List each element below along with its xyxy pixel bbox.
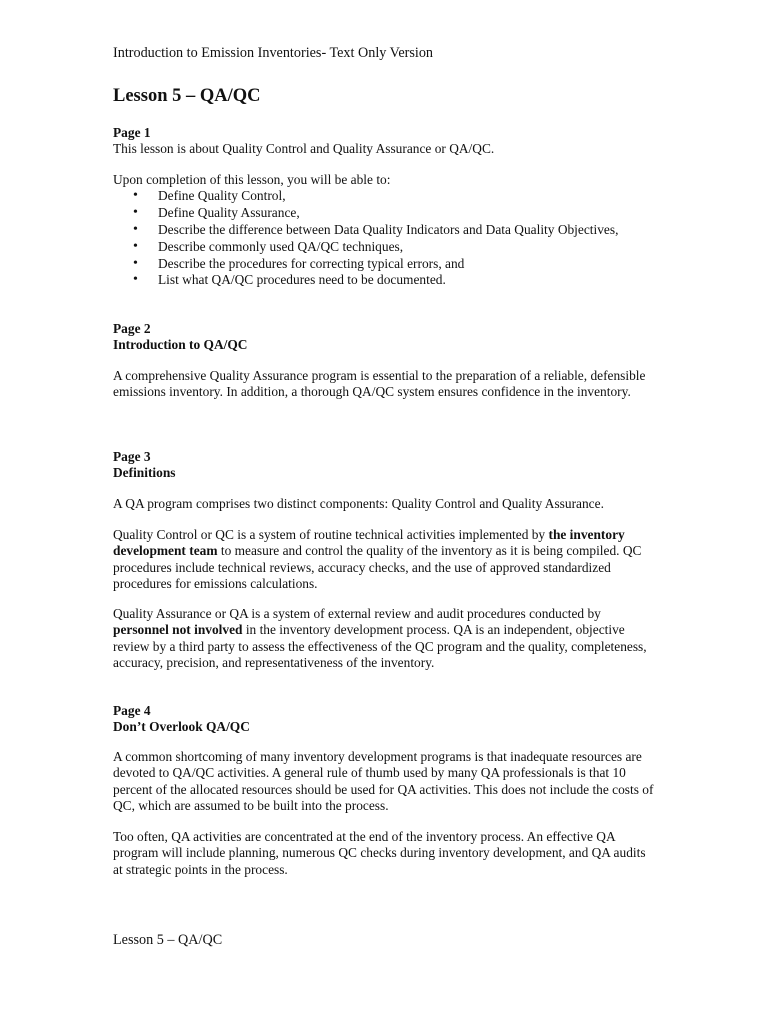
page1-label: Page 1 [113,125,151,140]
page2-paragraph-block [113,368,658,401]
page4-section [113,703,658,736]
qc-definition [113,527,658,593]
qc-text-post: to measure and control the quality of the inventory as it is being compiled. QC procedures include technical reviews, accuracy checks, and the use of approved standardized procedures for emissions calculations. [113,543,642,592]
qa-text-post: in the inventory development process. QA is an independent, objective review by a third party to assess the effectiveness of the QC program and the quality, completeness, accuracy, precision, and representativeness of the inventory. [113,622,647,671]
page3-heading: Definitions [113,465,176,481]
page3-para1-block [113,496,658,512]
page4-para2-block [113,829,658,878]
list-item: • Define Quality Assurance, [113,205,658,222]
page4-para1-block [113,749,658,815]
qc-text-pre: Quality Control or QC is a system of routine technical activities implemented by [113,527,549,542]
list-item: • Describe the difference between Data Quality Indicators and Data Quality Objectives, [113,222,658,239]
objectives-list [113,188,658,289]
page1-intro: This lesson is about Quality Control and Quality Assurance or QA/QC. [113,141,495,157]
qa-definition-block [113,606,658,672]
page2-label: Page 2 [113,321,151,336]
objectives-intro: Upon completion of this lesson, you will be able to: [113,172,391,187]
page4-paragraph-1: A common shortcoming of many inventory development programs is that inadequate resources are devoted to QA/QC activities. A general rule of thumb used by many QA professionals is that 10 percent of the allocated resources should be used for QA activities. This does not include the costs of QC, which are assumed to be built into the process. [113,749,654,814]
list-item: • Describe commonly used QA/QC techniques, [113,239,658,256]
page1-section [113,125,658,158]
page3-label: Page 3 [113,449,151,464]
page3-section [113,449,658,482]
running-footer: Lesson 5 – QA/QC [113,932,223,948]
page4-label: Page 4 [113,703,151,718]
qa-text-bold: personnel not involved [113,622,243,638]
list-item: • Define Quality Control, [113,188,658,205]
qa-text-pre: Quality Assurance or QA is a system of external review and audit procedures conducted by [113,606,601,621]
page2-paragraph: A comprehensive Quality Assurance program is essential to the preparation of a reliable, defensible emissions inventory. In addition, a thorough QA/QC system ensures confidence in the inventory. [113,368,646,400]
running-header: Introduction to Emission Inventories- Text Only Version [113,45,434,61]
page4-paragraph-2: Too often, QA activities are concentrated at the end of the inventory process. An effective QA program will include planning, numerous QC checks during inventory development, and QA audits at strategic points in the process. [113,829,646,877]
list-item: • Describe the procedures for correcting typical errors, and [113,256,658,273]
page2-heading: Introduction to QA/QC [113,337,248,353]
lesson-title: Lesson 5 – QA/QC [113,86,261,106]
page1-objectives [113,172,658,289]
qc-text-bold: the inventory development team [113,527,625,559]
list-item: • List what QA/QC procedures need to be documented. [113,272,658,289]
page2-section [113,321,658,354]
page4-heading: Don’t Overlook QA/QC [113,719,250,735]
qc-definition-block [113,527,658,593]
page3-paragraph-1: A QA program comprises two distinct components: Quality Control and Quality Assurance. [113,496,604,511]
qa-definition [113,606,658,672]
